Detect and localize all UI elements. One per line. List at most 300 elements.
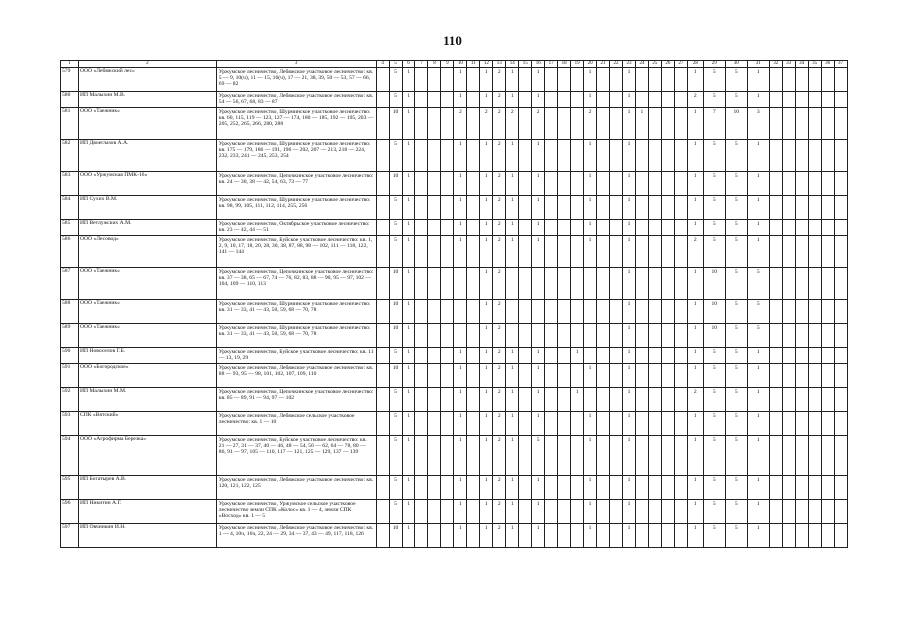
value-cell xyxy=(571,524,584,548)
value-cell xyxy=(545,364,558,388)
value-cell xyxy=(441,364,454,388)
value-cell xyxy=(545,92,558,108)
value-cell: 1 xyxy=(747,68,769,92)
value-cell: 1 xyxy=(747,196,769,220)
value-cell xyxy=(610,300,623,324)
table-row xyxy=(61,364,848,388)
value-cell xyxy=(648,524,661,548)
row-number: 580 xyxy=(61,92,79,108)
value-cell: 1 xyxy=(454,68,467,92)
value-cell xyxy=(571,196,584,220)
value-cell: 1 xyxy=(622,436,635,476)
value-cell xyxy=(610,92,623,108)
value-cell xyxy=(545,220,558,236)
value-cell xyxy=(648,268,661,300)
value-cell xyxy=(597,172,610,196)
value-cell xyxy=(661,236,674,268)
value-cell xyxy=(821,524,834,548)
value-cell xyxy=(648,140,661,172)
column-number: 35 xyxy=(808,61,821,68)
value-cell: 10 xyxy=(389,324,402,348)
value-cell: 1 xyxy=(506,220,519,236)
value-cell: 1 xyxy=(635,108,648,140)
value-cell xyxy=(674,172,687,196)
value-cell xyxy=(506,300,519,324)
value-cell: 1 xyxy=(584,500,597,524)
column-number: 37 xyxy=(834,61,847,68)
value-cell xyxy=(610,388,623,412)
value-cell xyxy=(428,324,441,348)
value-cell xyxy=(441,500,454,524)
row-number: 588 xyxy=(61,300,79,324)
value-cell xyxy=(834,108,847,140)
value-cell xyxy=(597,524,610,548)
value-cell xyxy=(610,524,623,548)
value-cell: 5 xyxy=(389,220,402,236)
column-number: 16 xyxy=(532,61,545,68)
value-cell: 1 xyxy=(687,268,703,300)
value-cell xyxy=(415,92,428,108)
value-cell xyxy=(834,364,847,388)
organization-name: ООО «Агрофирма Березка» xyxy=(78,436,216,476)
value-cell xyxy=(661,324,674,348)
value-cell xyxy=(648,388,661,412)
value-cell: 5 xyxy=(703,364,725,388)
value-cell xyxy=(661,300,674,324)
value-cell xyxy=(610,268,623,300)
value-cell: 1 xyxy=(402,436,415,476)
value-cell: 5 xyxy=(725,268,747,300)
value-cell xyxy=(467,220,480,236)
value-cell xyxy=(795,388,808,412)
value-cell xyxy=(545,436,558,476)
value-cell: 2 xyxy=(493,500,506,524)
value-cell xyxy=(415,268,428,300)
value-cell xyxy=(795,348,808,364)
value-cell xyxy=(584,300,597,324)
value-cell xyxy=(415,236,428,268)
value-cell: 2 xyxy=(493,108,506,140)
value-cell xyxy=(415,348,428,364)
value-cell xyxy=(558,388,571,412)
value-cell: 1 xyxy=(622,92,635,108)
value-cell: 1 xyxy=(402,524,415,548)
column-number: 3 xyxy=(216,61,376,68)
value-cell xyxy=(428,348,441,364)
value-cell xyxy=(808,220,821,236)
value-cell: 1 xyxy=(584,436,597,476)
value-cell: 1 xyxy=(480,476,493,500)
value-cell xyxy=(415,196,428,220)
value-cell: 5 xyxy=(389,388,402,412)
row-number: 593 xyxy=(61,412,79,436)
organization-name: СПК «Вятский» xyxy=(78,412,216,436)
value-cell: 1 xyxy=(480,388,493,412)
forestry-location: Уржумское лесничество, Октябрьское участковое лесничество: кв. 23 — 42, 44 — 51 xyxy=(216,220,376,236)
value-cell xyxy=(795,364,808,388)
value-cell: 1 xyxy=(571,388,584,412)
value-cell xyxy=(795,140,808,172)
column-number: 15 xyxy=(519,61,532,68)
value-cell xyxy=(769,524,782,548)
column-number: 30 xyxy=(725,61,747,68)
value-cell xyxy=(782,196,795,220)
value-cell xyxy=(428,524,441,548)
value-cell: 1 xyxy=(532,388,545,412)
value-cell xyxy=(610,172,623,196)
value-cell xyxy=(441,524,454,548)
value-cell xyxy=(597,348,610,364)
value-cell: 1 xyxy=(402,412,415,436)
value-cell xyxy=(519,300,532,324)
value-cell xyxy=(415,172,428,196)
value-cell xyxy=(519,220,532,236)
value-cell: 5 xyxy=(725,68,747,92)
value-cell: 1 xyxy=(687,476,703,500)
value-cell xyxy=(834,68,847,92)
value-cell xyxy=(808,524,821,548)
value-cell xyxy=(834,412,847,436)
table-row xyxy=(61,348,848,364)
value-cell xyxy=(467,172,480,196)
value-cell: 1 xyxy=(402,364,415,388)
forestry-location: Уржумское лесничество, Цепочкинское участковое лесничество: кв. 37 — 38, 65 — 67, 74 — 76, 82, 83, 88 — 90, 95 — 97, 102 — 104, 109 — 110, 113 xyxy=(216,268,376,300)
value-cell xyxy=(376,300,389,324)
value-cell: 5 xyxy=(389,236,402,268)
value-cell: 1 xyxy=(454,412,467,436)
value-cell: 1 xyxy=(747,476,769,500)
value-cell xyxy=(376,140,389,172)
value-cell xyxy=(635,140,648,172)
value-cell xyxy=(769,92,782,108)
value-cell xyxy=(441,108,454,140)
value-cell xyxy=(415,364,428,388)
value-cell xyxy=(610,236,623,268)
forestry-location: Уржумское лесничество, Уржумское сельское участковое лесничество земли СПК «Колос» кв. 1 — 4, земли СПК «Восход» кв. 1 — 5 xyxy=(216,500,376,524)
value-cell: 2 xyxy=(493,300,506,324)
value-cell: 1 xyxy=(506,140,519,172)
value-cell: 1 xyxy=(480,300,493,324)
value-cell xyxy=(661,364,674,388)
value-cell xyxy=(467,140,480,172)
value-cell xyxy=(571,92,584,108)
value-cell xyxy=(795,436,808,476)
value-cell: 1 xyxy=(480,172,493,196)
column-number: 28 xyxy=(687,61,703,68)
organization-name: ИП Двоеглазов А.А. xyxy=(78,140,216,172)
value-cell xyxy=(782,268,795,300)
value-cell xyxy=(808,348,821,364)
row-number: 581 xyxy=(61,108,79,140)
value-cell xyxy=(558,236,571,268)
value-cell: 2 xyxy=(480,108,493,140)
value-cell xyxy=(597,500,610,524)
column-number: 20 xyxy=(584,61,597,68)
value-cell xyxy=(558,348,571,364)
value-cell: 1 xyxy=(506,364,519,388)
value-cell xyxy=(674,236,687,268)
value-cell xyxy=(545,268,558,300)
value-cell: 1 xyxy=(506,68,519,92)
value-cell xyxy=(545,300,558,324)
value-cell xyxy=(467,364,480,388)
value-cell xyxy=(795,268,808,300)
value-cell: 2 xyxy=(493,172,506,196)
value-cell xyxy=(795,300,808,324)
value-cell xyxy=(834,436,847,476)
value-cell: 1 xyxy=(454,172,467,196)
value-cell xyxy=(635,348,648,364)
value-cell: 1 xyxy=(402,476,415,500)
value-cell: 1 xyxy=(454,236,467,268)
value-cell: 1 xyxy=(687,108,703,140)
value-cell: 5 xyxy=(725,388,747,412)
value-cell xyxy=(648,220,661,236)
value-cell xyxy=(610,364,623,388)
value-cell xyxy=(808,236,821,268)
value-cell xyxy=(506,268,519,300)
forestry-location: Уржумское лесничество, Лебяжское участковое лесничество: кв. 1 — 4, 10ч, 16ч, 22, 24 — 29, 34 — 37, 43 — 49, 117, 118, 126 xyxy=(216,524,376,548)
value-cell xyxy=(610,196,623,220)
value-cell xyxy=(376,436,389,476)
value-cell xyxy=(795,236,808,268)
value-cell xyxy=(808,108,821,140)
value-cell: 2 xyxy=(493,324,506,348)
value-cell xyxy=(571,476,584,500)
value-cell: 1 xyxy=(402,196,415,220)
value-cell: 1 xyxy=(747,524,769,548)
value-cell: 1 xyxy=(454,140,467,172)
value-cell xyxy=(808,436,821,476)
value-cell xyxy=(808,388,821,412)
organization-name: ООО «Таежник» xyxy=(78,324,216,348)
value-cell xyxy=(808,500,821,524)
value-cell: 1 xyxy=(622,476,635,500)
value-cell: 5 xyxy=(725,300,747,324)
value-cell xyxy=(834,348,847,364)
value-cell xyxy=(519,348,532,364)
value-cell: 1 xyxy=(532,236,545,268)
value-cell xyxy=(610,68,623,92)
value-cell xyxy=(661,92,674,108)
value-cell: 1 xyxy=(480,348,493,364)
value-cell: 2 xyxy=(687,236,703,268)
value-cell xyxy=(635,220,648,236)
value-cell xyxy=(661,412,674,436)
table-row xyxy=(61,140,848,172)
organization-name: ООО «Лесовод» xyxy=(78,236,216,268)
value-cell xyxy=(571,140,584,172)
value-cell xyxy=(610,412,623,436)
value-cell xyxy=(821,92,834,108)
value-cell: 5 xyxy=(725,524,747,548)
value-cell: 10 xyxy=(389,172,402,196)
value-cell xyxy=(674,92,687,108)
value-cell: 5 xyxy=(725,412,747,436)
column-number: 31 xyxy=(747,61,769,68)
value-cell: 1 xyxy=(506,436,519,476)
value-cell xyxy=(661,140,674,172)
value-cell xyxy=(519,364,532,388)
value-cell: 1 xyxy=(506,348,519,364)
value-cell: 2 xyxy=(584,108,597,140)
value-cell: 1 xyxy=(747,220,769,236)
organization-name: ООО «Лебяжский лес» xyxy=(78,68,216,92)
value-cell xyxy=(376,220,389,236)
value-cell xyxy=(584,348,597,364)
value-cell: 1 xyxy=(622,412,635,436)
value-cell: 5 xyxy=(725,220,747,236)
value-cell xyxy=(467,524,480,548)
value-cell xyxy=(635,324,648,348)
row-number: 585 xyxy=(61,220,79,236)
value-cell: 1 xyxy=(622,172,635,196)
value-cell: 5 xyxy=(703,436,725,476)
value-cell xyxy=(584,268,597,300)
value-cell: 1 xyxy=(402,348,415,364)
value-cell: 1 xyxy=(584,140,597,172)
row-number: 586 xyxy=(61,236,79,268)
value-cell: 1 xyxy=(506,524,519,548)
value-cell: 1 xyxy=(622,108,635,140)
organization-name: ИП Богатырев А.В. xyxy=(78,476,216,500)
value-cell xyxy=(571,412,584,436)
value-cell xyxy=(571,364,584,388)
value-cell xyxy=(635,172,648,196)
value-cell xyxy=(558,196,571,220)
value-cell xyxy=(610,108,623,140)
row-number: 594 xyxy=(61,436,79,476)
value-cell xyxy=(674,364,687,388)
value-cell xyxy=(467,436,480,476)
value-cell: 1 xyxy=(532,348,545,364)
value-cell xyxy=(610,220,623,236)
value-cell xyxy=(769,436,782,476)
value-cell: 5 xyxy=(389,348,402,364)
value-cell xyxy=(635,524,648,548)
value-cell xyxy=(532,324,545,348)
value-cell xyxy=(376,388,389,412)
value-cell: 10 xyxy=(703,324,725,348)
value-cell xyxy=(674,436,687,476)
value-cell: 1 xyxy=(687,300,703,324)
value-cell xyxy=(376,476,389,500)
column-number: 29 xyxy=(703,61,725,68)
value-cell xyxy=(769,68,782,92)
value-cell xyxy=(782,412,795,436)
value-cell: 2 xyxy=(493,348,506,364)
row-number: 582 xyxy=(61,140,79,172)
value-cell xyxy=(635,364,648,388)
table-row xyxy=(61,68,848,92)
value-cell: 1 xyxy=(506,92,519,108)
value-cell xyxy=(571,172,584,196)
value-cell xyxy=(821,108,834,140)
value-cell: 1 xyxy=(454,220,467,236)
value-cell xyxy=(415,388,428,412)
row-number: 591 xyxy=(61,364,79,388)
value-cell xyxy=(545,108,558,140)
value-cell xyxy=(545,172,558,196)
column-number: 32 xyxy=(769,61,782,68)
value-cell: 1 xyxy=(687,500,703,524)
value-cell: 1 xyxy=(687,140,703,172)
value-cell: 1 xyxy=(480,140,493,172)
value-cell xyxy=(428,412,441,436)
row-number: 579 xyxy=(61,68,79,92)
value-cell xyxy=(428,388,441,412)
value-cell: 1 xyxy=(622,268,635,300)
organization-name: ИП Малыхин М.М. xyxy=(78,388,216,412)
row-number: 596 xyxy=(61,500,79,524)
value-cell: 1 xyxy=(622,196,635,220)
value-cell xyxy=(415,524,428,548)
value-cell xyxy=(597,220,610,236)
value-cell xyxy=(674,348,687,364)
value-cell: 5 xyxy=(389,476,402,500)
value-cell xyxy=(821,220,834,236)
value-cell: 1 xyxy=(480,196,493,220)
column-number: 23 xyxy=(622,61,635,68)
value-cell xyxy=(674,412,687,436)
column-number: 8 xyxy=(428,61,441,68)
forestry-location: Уржумское лесничество, Шурминское участковое лесничество: кв. 60, 115, 119 — 123, 127 — 174, 180 — 185, 192 — 195, 203 — 205, 252, 265, 266, 280, 288 xyxy=(216,108,376,140)
value-cell: 1 xyxy=(454,500,467,524)
value-cell xyxy=(635,412,648,436)
value-cell xyxy=(795,108,808,140)
value-cell xyxy=(834,172,847,196)
value-cell xyxy=(467,348,480,364)
value-cell xyxy=(610,436,623,476)
table-row xyxy=(61,108,848,140)
value-cell xyxy=(821,500,834,524)
value-cell: 1 xyxy=(571,348,584,364)
value-cell xyxy=(441,476,454,500)
value-cell: 1 xyxy=(622,68,635,92)
value-cell xyxy=(597,68,610,92)
value-cell xyxy=(467,236,480,268)
column-number: 5 xyxy=(389,61,402,68)
value-cell: 5 xyxy=(703,236,725,268)
value-cell xyxy=(808,476,821,500)
column-number: 10 xyxy=(454,61,467,68)
organization-name: ООО «Уржумская ПМК-16» xyxy=(78,172,216,196)
value-cell xyxy=(545,324,558,348)
value-cell xyxy=(648,500,661,524)
value-cell xyxy=(454,300,467,324)
value-cell: 1 xyxy=(747,436,769,476)
value-cell: 1 xyxy=(584,236,597,268)
value-cell: 1 xyxy=(584,196,597,220)
value-cell xyxy=(769,196,782,220)
row-number: 583 xyxy=(61,172,79,196)
value-cell: 2 xyxy=(493,220,506,236)
value-cell xyxy=(635,436,648,476)
value-cell: 1 xyxy=(532,196,545,220)
value-cell xyxy=(558,436,571,476)
value-cell: 1 xyxy=(506,196,519,220)
value-cell xyxy=(674,476,687,500)
value-cell xyxy=(597,92,610,108)
value-cell xyxy=(519,412,532,436)
value-cell xyxy=(441,220,454,236)
value-cell xyxy=(571,68,584,92)
value-cell: 5 xyxy=(703,476,725,500)
value-cell xyxy=(648,92,661,108)
value-cell xyxy=(467,324,480,348)
value-cell xyxy=(769,324,782,348)
value-cell xyxy=(454,268,467,300)
